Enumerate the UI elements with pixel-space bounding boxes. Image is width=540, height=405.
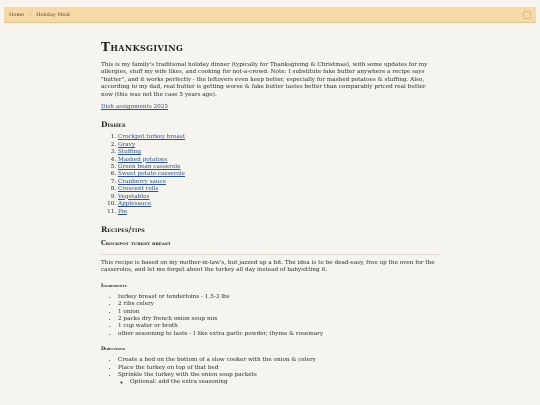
ingredients-list bbox=[101, 294, 439, 338]
list-item: • Create a bed on the bottom of a slow cooker with the onion & celery bbox=[118, 357, 439, 364]
directions-list bbox=[101, 357, 439, 387]
recipes-heading: Recipes/tips bbox=[101, 224, 145, 234]
directions-heading: Directions bbox=[101, 346, 125, 353]
list-item bbox=[118, 186, 439, 193]
dish-link[interactable]: Applesauce bbox=[118, 201, 152, 208]
dish-link[interactable]: Sweet potato casserole bbox=[118, 171, 185, 178]
list-item: • 2 packs dry french onion soup mix bbox=[118, 316, 439, 323]
turkey-heading: Crockpot turkey breast bbox=[101, 239, 171, 247]
list-item: • other seasoning to taste - I like extra garlic powder, thyme & rosemary bbox=[118, 331, 439, 338]
divider bbox=[101, 254, 439, 255]
breadcrumb-separator: › bbox=[29, 11, 32, 18]
dish-link[interactable]: Vegetables bbox=[118, 193, 150, 200]
dishes-list bbox=[101, 134, 439, 215]
dish-link[interactable]: Mashed potatoes bbox=[118, 156, 168, 163]
ingredients-heading: Ingredients bbox=[101, 282, 127, 289]
list-item bbox=[118, 194, 439, 201]
list-item bbox=[118, 164, 439, 171]
main-content bbox=[101, 30, 439, 391]
list-item: • 1 cup water or broth bbox=[118, 323, 439, 330]
sub-list-item: ◦ Optional: add the extra seasoning bbox=[130, 379, 439, 386]
list-item bbox=[118, 179, 439, 186]
dish-link[interactable]: Cranberry sauce bbox=[118, 178, 167, 185]
list-item bbox=[118, 149, 439, 156]
dish-link[interactable]: Stuffing bbox=[118, 149, 142, 156]
dish-link[interactable]: Crockpot turkey breast bbox=[118, 134, 186, 141]
direction-text: Sprinkle the turkey with the onion soup packets bbox=[118, 371, 257, 378]
dish-link[interactable]: Crescent rolls bbox=[118, 186, 159, 193]
list-item: • turkey breast or tenderloins - 1.5-3 lbs bbox=[118, 294, 439, 301]
list-item bbox=[118, 171, 439, 178]
page-title: Thanksgiving bbox=[101, 40, 184, 54]
dish-link[interactable]: Gravy bbox=[118, 141, 136, 148]
list-item bbox=[118, 372, 439, 387]
turkey-description: This recipe is based on my mother-in-law's, but jazzed up a bit. The idea is to be dead-easy, free up the oven for the casseroles, and let me forget about the turkey all day instead of babysitting it. bbox=[101, 259, 435, 274]
dishes-heading: Dishes bbox=[101, 120, 126, 130]
list-item bbox=[118, 201, 439, 208]
dish-assignments-link[interactable]: Dish assignments 2025 bbox=[101, 104, 169, 111]
breadcrumb-home[interactable]: Home bbox=[9, 11, 25, 18]
intro-paragraph: This is my family's traditional holiday dinner (typically for Thanksgiving & Christmas), with some updates for my allergies, stuff my wife likes, and cooking for not-a-crowd. Note: I substitute fake butter anywhere a recipe says "butter", and it works perfectly - the leftovers even keep better, especially for mashed potatoes & stuffing. Also, according to my dad, real butter is getting worse & fake butter tastes better than comparably priced real butter now (this was not the case 5 years ago). bbox=[101, 62, 428, 98]
list-item bbox=[118, 209, 439, 216]
list-item bbox=[118, 134, 439, 141]
list-item: • Place the turkey on top of that bed bbox=[118, 365, 439, 372]
list-item bbox=[118, 142, 439, 149]
dish-link[interactable]: Green bean casserole bbox=[118, 164, 181, 171]
dish-link[interactable]: Pie bbox=[118, 208, 128, 215]
list-item bbox=[118, 157, 439, 164]
breadcrumb-current: Holiday Meal bbox=[36, 11, 70, 18]
list-item: • 1 onion bbox=[118, 309, 439, 316]
list-item: • 2 ribs celery bbox=[118, 301, 439, 308]
menu-icon[interactable] bbox=[523, 11, 531, 19]
breadcrumb-bar bbox=[4, 7, 536, 23]
